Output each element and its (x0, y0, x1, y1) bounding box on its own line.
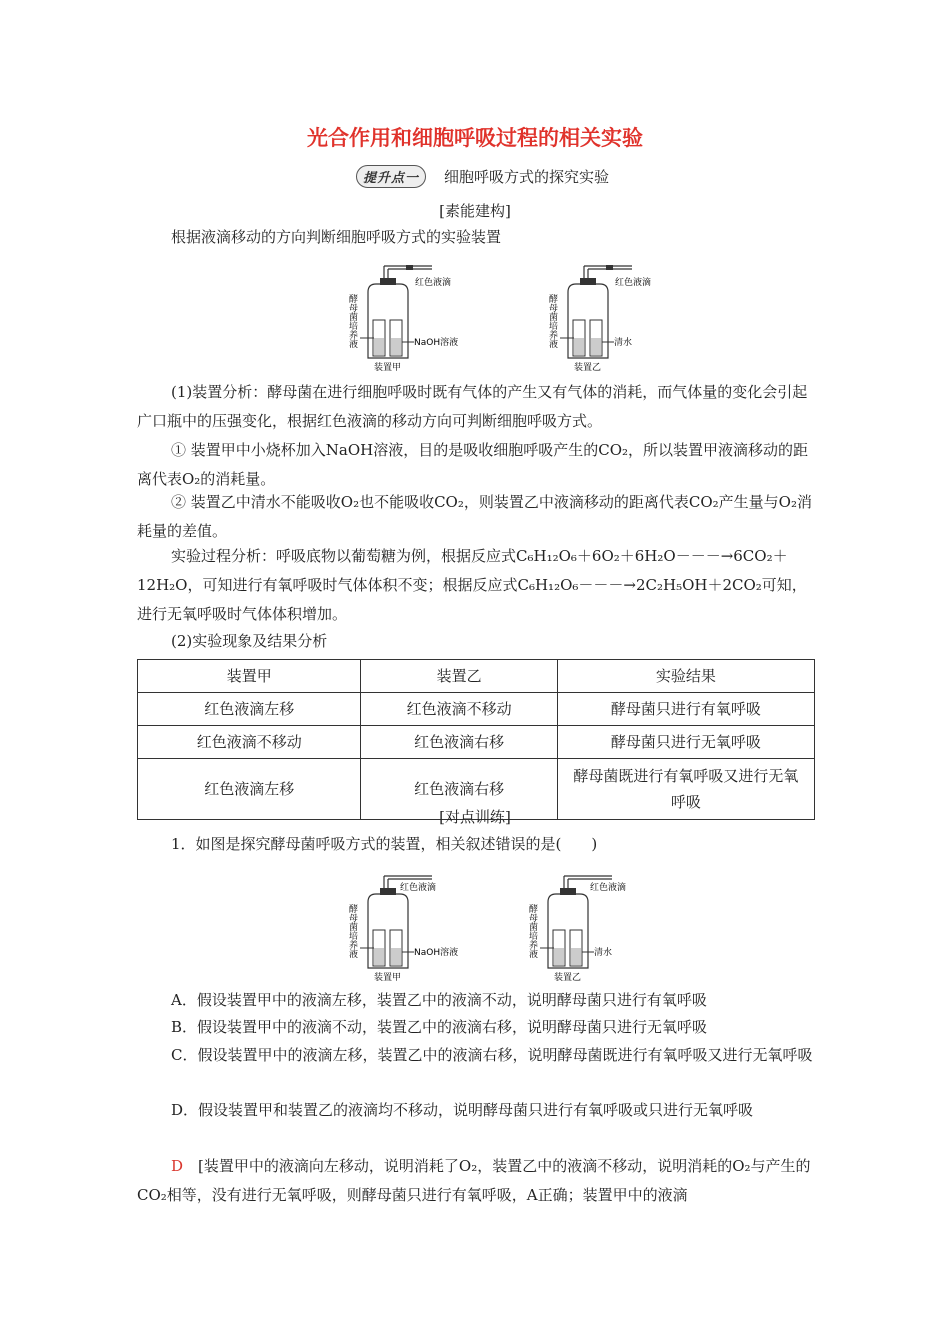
results-table (137, 659, 815, 820)
paragraph-process-analysis: 实验过程分析：呼吸底物以葡萄糖为例，根据反应式C₆H₁₂O₆＋6O₂＋6H₂O－－－→6CO₂＋12H₂O，可知进行有氧呼吸时气体体积不变；根据反应式C₆H₁₂O₆－－－→2C₂H₅OH＋2CO₂可知，进行无氧呼吸时气体体积增加。 (137, 547, 807, 623)
naoh-label: NaOH溶液 (414, 338, 459, 348)
section-badge: 提升点一 (356, 165, 426, 188)
option-c: C．假设装置甲中的液滴左移，装置乙中的液滴右移，说明酵母菌既进行有氧呼吸又进行无氧呼吸 (171, 1046, 813, 1064)
yeast-label-a: 酵母菌培养液 (347, 904, 357, 958)
table-cell: 红色液滴不移动 (138, 726, 361, 759)
table-row (138, 693, 815, 726)
device-a-label: 装置甲 (374, 973, 402, 983)
table-header: 装置乙 (361, 660, 557, 693)
water-label: 清水 (614, 338, 633, 348)
table-cell: 红色液滴左移 (138, 759, 361, 820)
section-title: 细胞呼吸方式的探究实验 (444, 167, 610, 186)
apparatus-a (347, 265, 458, 373)
naoh-label: NaOH溶液 (414, 948, 459, 958)
paragraph-results-heading: (2)实验现象及结果分析 (171, 632, 328, 650)
drop-label-b: 红色液滴 (615, 278, 652, 288)
option-a: A．假设装置甲中的液滴左移，装置乙中的液滴不动，说明酵母菌只进行有氧呼吸 (171, 991, 707, 1009)
table-header: 装置甲 (138, 660, 361, 693)
paragraph-device-b: ② 装置乙中清水不能吸收O₂也不能吸收CO₂，则装置乙中液滴移动的距离代表CO₂产生量与O₂消耗量的差值。 (137, 493, 812, 540)
water-label: 清水 (594, 948, 613, 958)
table-cell: 红色液滴不移动 (361, 693, 557, 726)
drop-label-a: 红色液滴 (400, 883, 437, 893)
table-cell: 酵母菌既进行有氧呼吸又进行无氧呼吸 (557, 759, 814, 820)
yeast-label-b: 酵母菌培养液 (547, 294, 557, 348)
red-drop-marker (406, 265, 413, 270)
tag-training: [对点训练] (439, 808, 511, 826)
table-header: 实验结果 (557, 660, 814, 693)
answer-letter: D (171, 1157, 184, 1175)
table-cell: 红色液滴左移 (138, 693, 361, 726)
apparatus-figure-2 (340, 868, 660, 986)
device-b-label: 装置乙 (554, 973, 582, 983)
option-d: D．假设装置甲和装置乙的液滴均不移动，说明酵母菌只进行有氧呼吸或只进行无氧呼吸 (171, 1101, 754, 1119)
table-header-row (138, 660, 815, 693)
apparatus-a (347, 876, 458, 983)
yeast-label-a: 酵母菌培养液 (347, 294, 357, 348)
table-cell: 红色液滴右移 (361, 726, 557, 759)
tag-construct: [素能建构] (439, 202, 511, 220)
paragraph-device-analysis: (1)装置分析：酵母菌在进行细胞呼吸时既有气体的产生又有气体的消耗，而气体量的变化会引起广口瓶中的压强变化，根据红色液滴的移动方向可判断细胞呼吸方式。 (137, 383, 808, 430)
apparatus-b (527, 876, 626, 983)
drop-label-b: 红色液滴 (590, 883, 627, 893)
intro-text: 根据液滴移动的方向判断细胞呼吸方式的实验装置 (171, 228, 502, 246)
apparatus-figure-1 (340, 258, 660, 376)
yeast-label-b: 酵母菌培养液 (527, 904, 537, 958)
section-heading (356, 164, 609, 188)
table-cell: 红色液滴右移 (361, 759, 557, 820)
red-drop-marker (606, 265, 613, 270)
paragraph-device-a: ① 装置甲中小烧杯加入NaOH溶液，目的是吸收细胞呼吸产生的CO₂，所以装置甲液滴移动的距离代表O₂的消耗量。 (137, 441, 809, 488)
option-b: B．假设装置甲中的液滴不动，装置乙中的液滴右移，说明酵母菌只进行无氧呼吸 (171, 1018, 708, 1036)
table-row (138, 726, 815, 759)
table-cell: 酵母菌只进行无氧呼吸 (557, 726, 814, 759)
device-b-label: 装置乙 (574, 363, 602, 373)
drop-label-a: 红色液滴 (415, 278, 452, 288)
apparatus-b (547, 265, 651, 373)
page-title: 光合作用和细胞呼吸过程的相关实验 (307, 126, 643, 150)
table-cell: 酵母菌只进行有氧呼吸 (557, 693, 814, 726)
device-a-label: 装置甲 (374, 363, 402, 373)
answer-block (137, 1152, 815, 1210)
question-text: 1．如图是探究酵母菌呼吸方式的装置，相关叙述错误的是( ) (171, 835, 598, 853)
answer-explanation: [装置甲中的液滴向左移动，说明消耗了O₂，装置乙中的液滴不移动，说明消耗的O₂与产生的CO₂相等，没有进行无氧呼吸，则酵母菌只进行有氧呼吸，A正确；装置甲中的液滴 (137, 1157, 811, 1204)
